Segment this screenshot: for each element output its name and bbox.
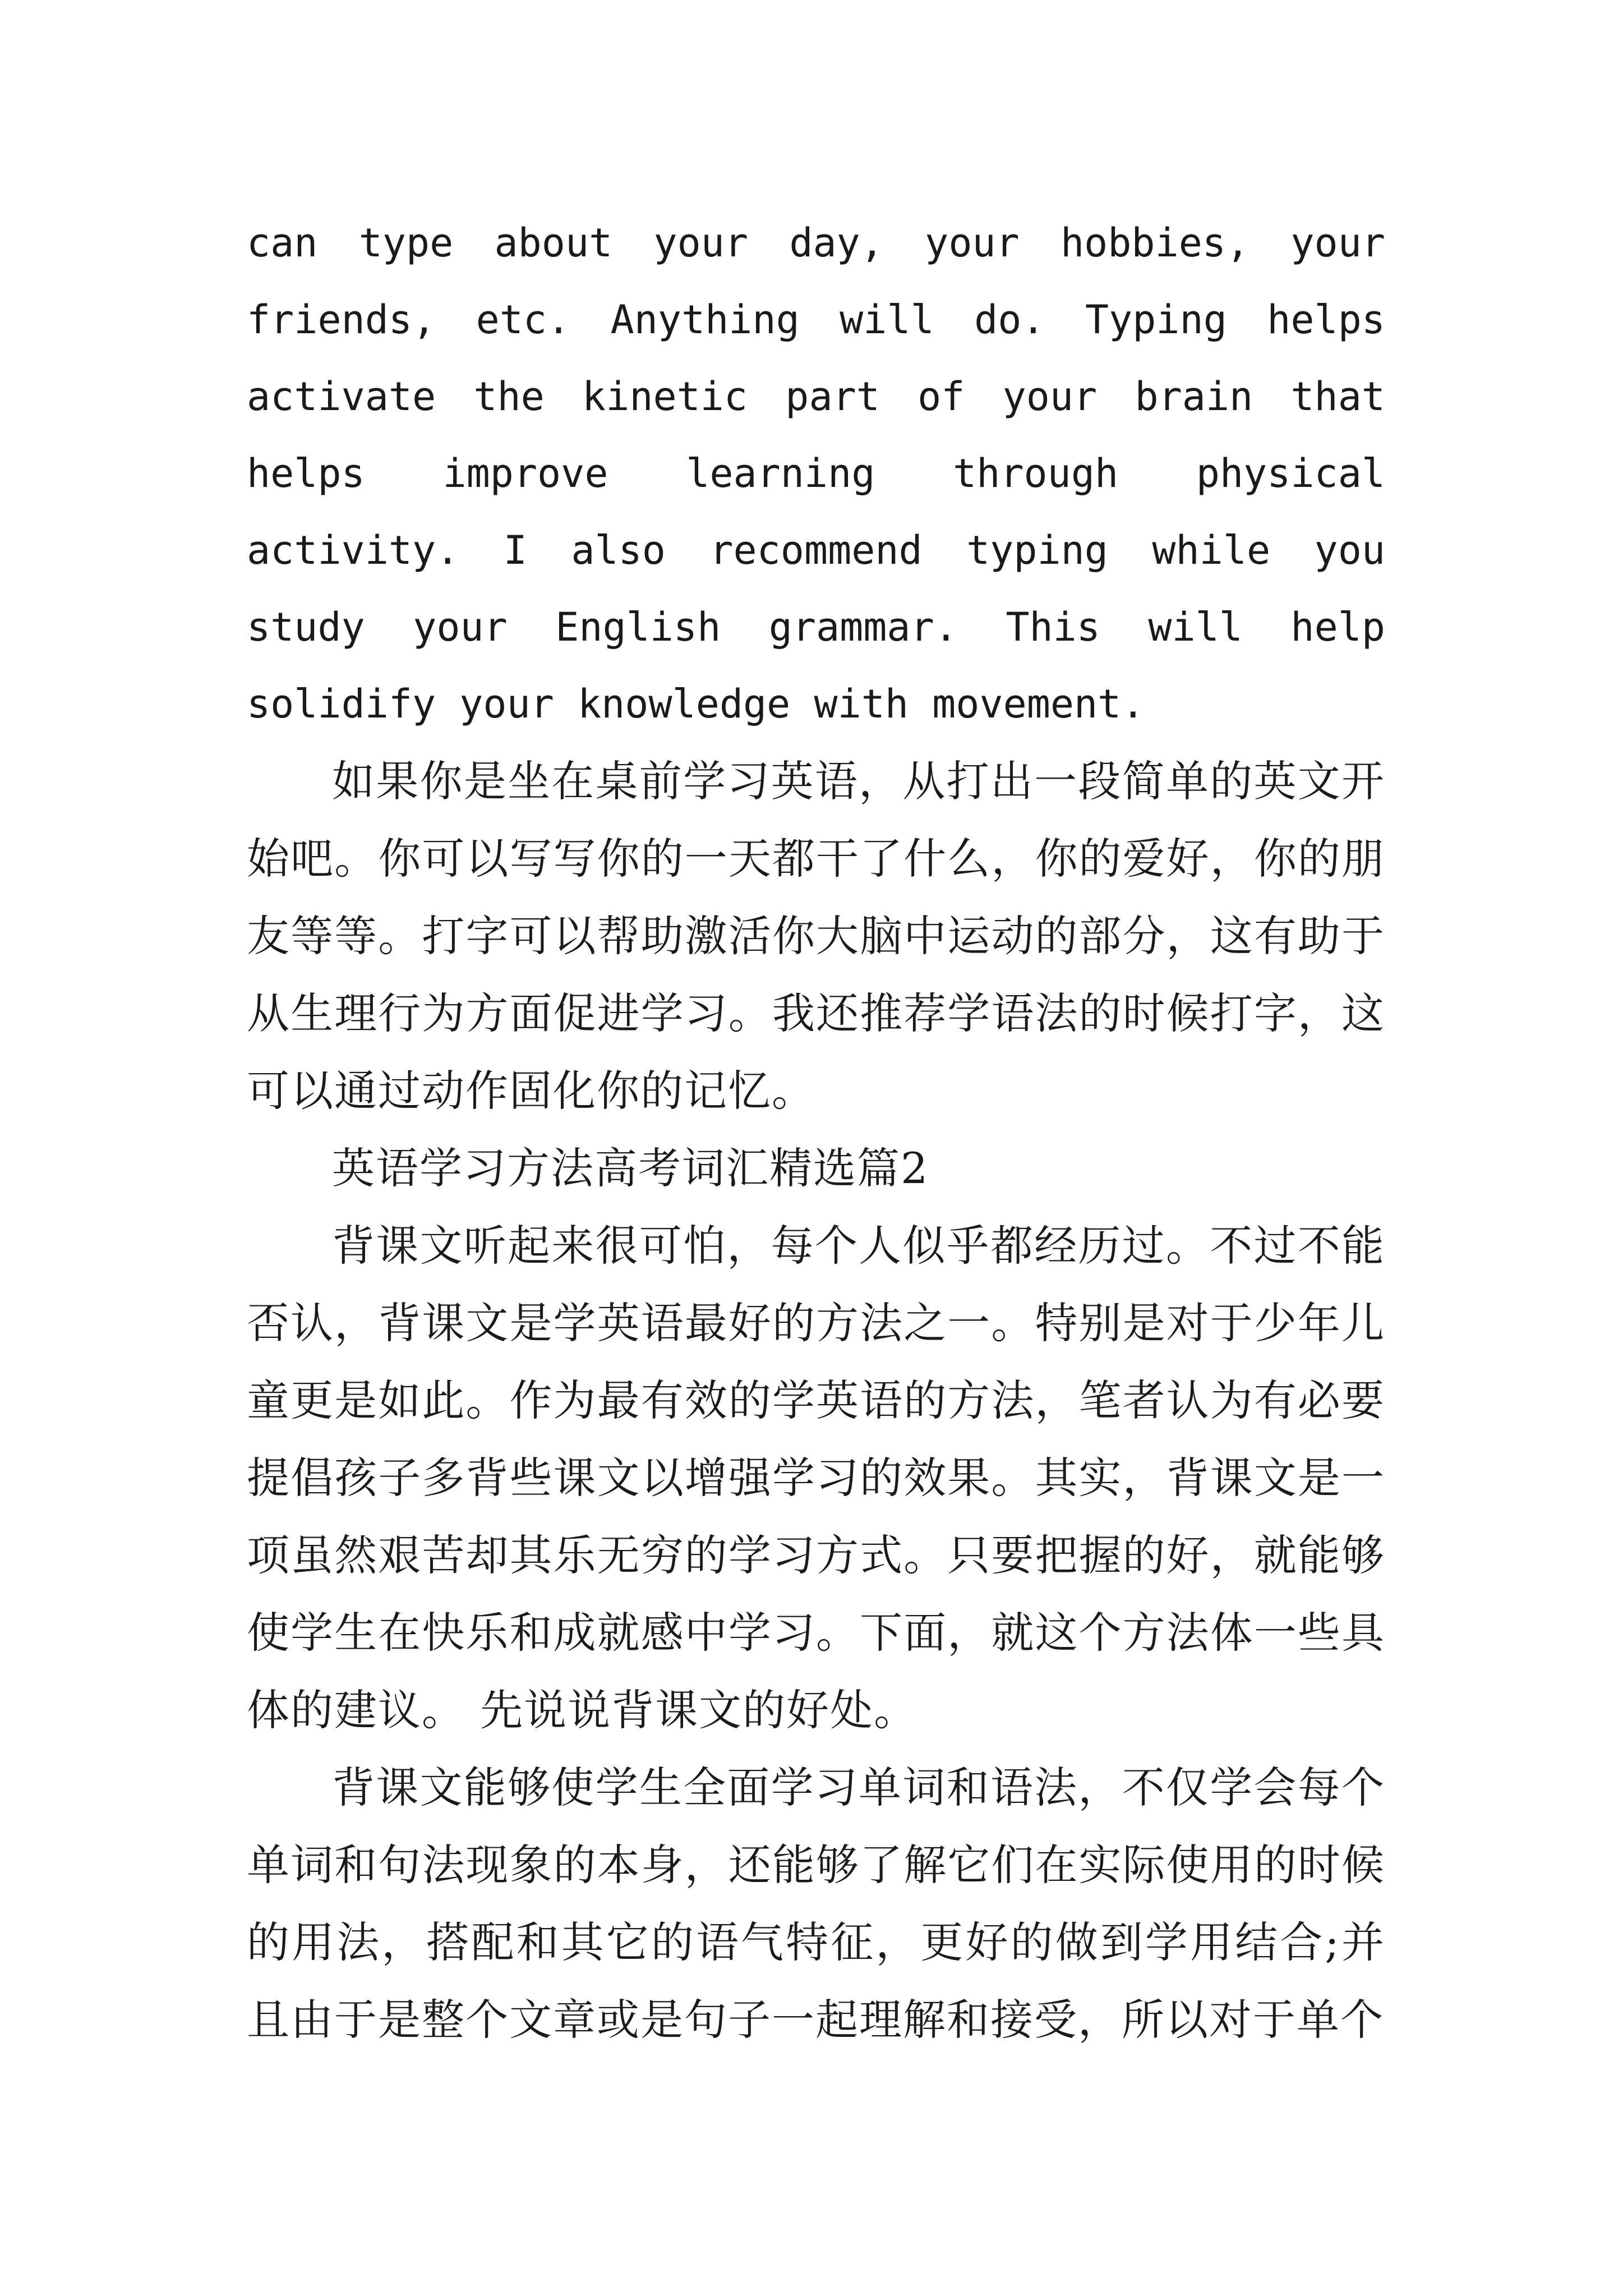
chinese-paragraph-translation: 如果你是坐在桌前学习英语，从打出一段简单的英文开始吧。你可以写写你的一天都干了什么，你的爱好，你的朋友等等。打字可以帮助激活你大脑中运动的部分，这有助于从生理行为方面促进学习。我还推荐学语法的时候打字，这可以通过动作固化你的记忆。 [247, 756, 1385, 1116]
chinese-paragraph-recitation-benefits: 背课文能够使学生全面学习单词和语法，不仅学会每个单词和句法现象的本身，还能够了解它们在实际使用的时候的用法，搭配和其它的语气特征，更好的做到学用结合;并且由于是整个文章或是句子一起理解和接受，所以对于单个 [247, 1763, 1385, 2045]
chinese-paragraph-recitation-intro: 背课文听起来很可怕，每个人似乎都经历过。不过不能否认，背课文是学英语最好的方法之一。特别是对于少年儿童更是如此。作为最有效的学英语的方法，笔者认为有必要提倡孩子多背些课文以增强学习的效果。其实，背课文是一项虽然艰苦却其乐无穷的学习方式。只要把握的好，就能够使学生在快乐和成就感中学习。下面，就这个方法体一些具体的建议。 先说说背课文的好处。 [247, 1221, 1385, 1735]
section-heading: 英语学习方法高考词汇精选篇2 [332, 1143, 929, 1193]
english-paragraph: can type about your day, your hobbies, your friends, etc. Anything will do. Typing helps activate the kinetic part of your brain that helps improve learning through physical activity. I also recommend typing while you study your English grammar. This will help solidify your knowledge with movement. [247, 220, 1385, 727]
document-body [247, 205, 1385, 2059]
